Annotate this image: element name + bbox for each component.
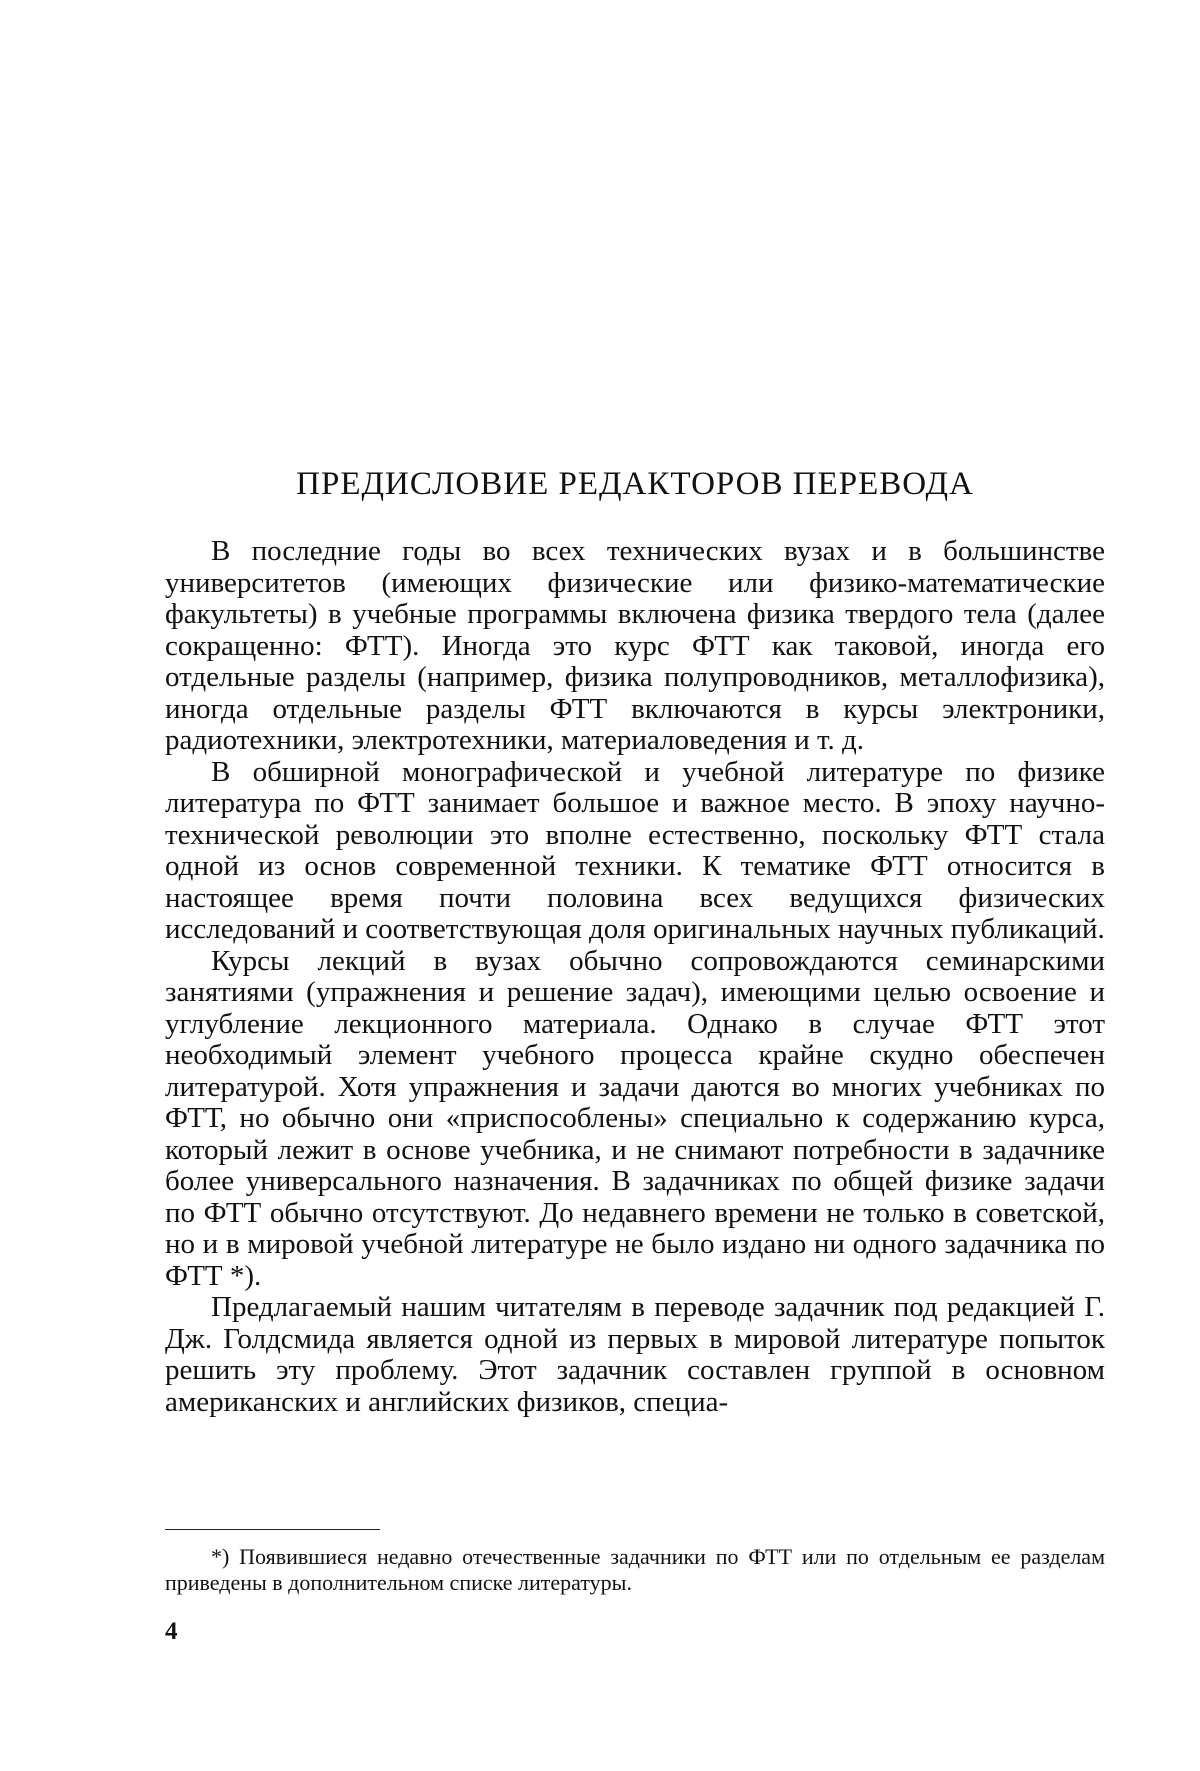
paragraph-1: В последние годы во всех технических вузах и в большинстве университетов (имеющих физические или физико-математические факультеты) в учебные программы включена физика твердого тела (далее сокращенно: ФТТ). Иногда это курс ФТТ как таковой, иногда его отдельные разделы (например, физика полупроводников, металлофизика), иногда отдельные разделы ФТТ включаются в курсы электроники, радиотехники, электротехники, материаловедения и т. д. <box>165 535 1105 756</box>
paragraph-3: Курсы лекций в вузах обычно сопровождаются семинарскими занятиями (упражнения и решение задач), имеющими целью освоение и углубление лекционного материала. Однако в случае ФТТ этот необходимый элемент учебного процесса крайне скудно обеспечен литературой. Хотя упражнения и задачи даются во многих учебниках по ФТТ, но обычно они «приспособлены» специально к содержанию курса, который лежит в основе учебника, и не снимают потребности в задачнике более универсального назначения. В задачниках по общей физике задачи по ФТТ обычно отсутствуют. До недавнего времени не только в советской, но и в мировой учебной литературе не было издано ни одного задачника по ФТТ *). <box>165 944 1105 1292</box>
paragraph-2: В обширной монографической и учебной литературе по физике литература по ФТТ занимает большое и важное место. В эпоху научно-технической революции это вполне естественно, поскольку ФТТ стала одной из основ современной техники. К тематике ФТТ относится в настоящее время почти половина всех ведущихся физических исследований и соответствующая доля оригинальных научных публикаций. <box>165 755 1105 945</box>
paragraph-4: Предлагаемый нашим читателям в переводе задачник под редакцией Г. Дж. Голдсмида является одной из первых в мировой литературе попыток решить эту проблему. Этот задачник составлен группой в основном американских и английских физиков, специа- <box>165 1291 1105 1418</box>
footnote-separator <box>165 1529 380 1530</box>
page-number: 4 <box>165 1618 178 1645</box>
footnote: *) Появившиеся недавно отечественные задачники по ФТТ или по отдельным ее разделам приведены в дополнительном списке литературы. <box>165 1544 1105 1595</box>
page-title: ПРЕДИСЛОВИЕ РЕДАКТОРОВ ПЕРЕВОДА <box>296 466 974 502</box>
body-text <box>165 536 1105 1418</box>
